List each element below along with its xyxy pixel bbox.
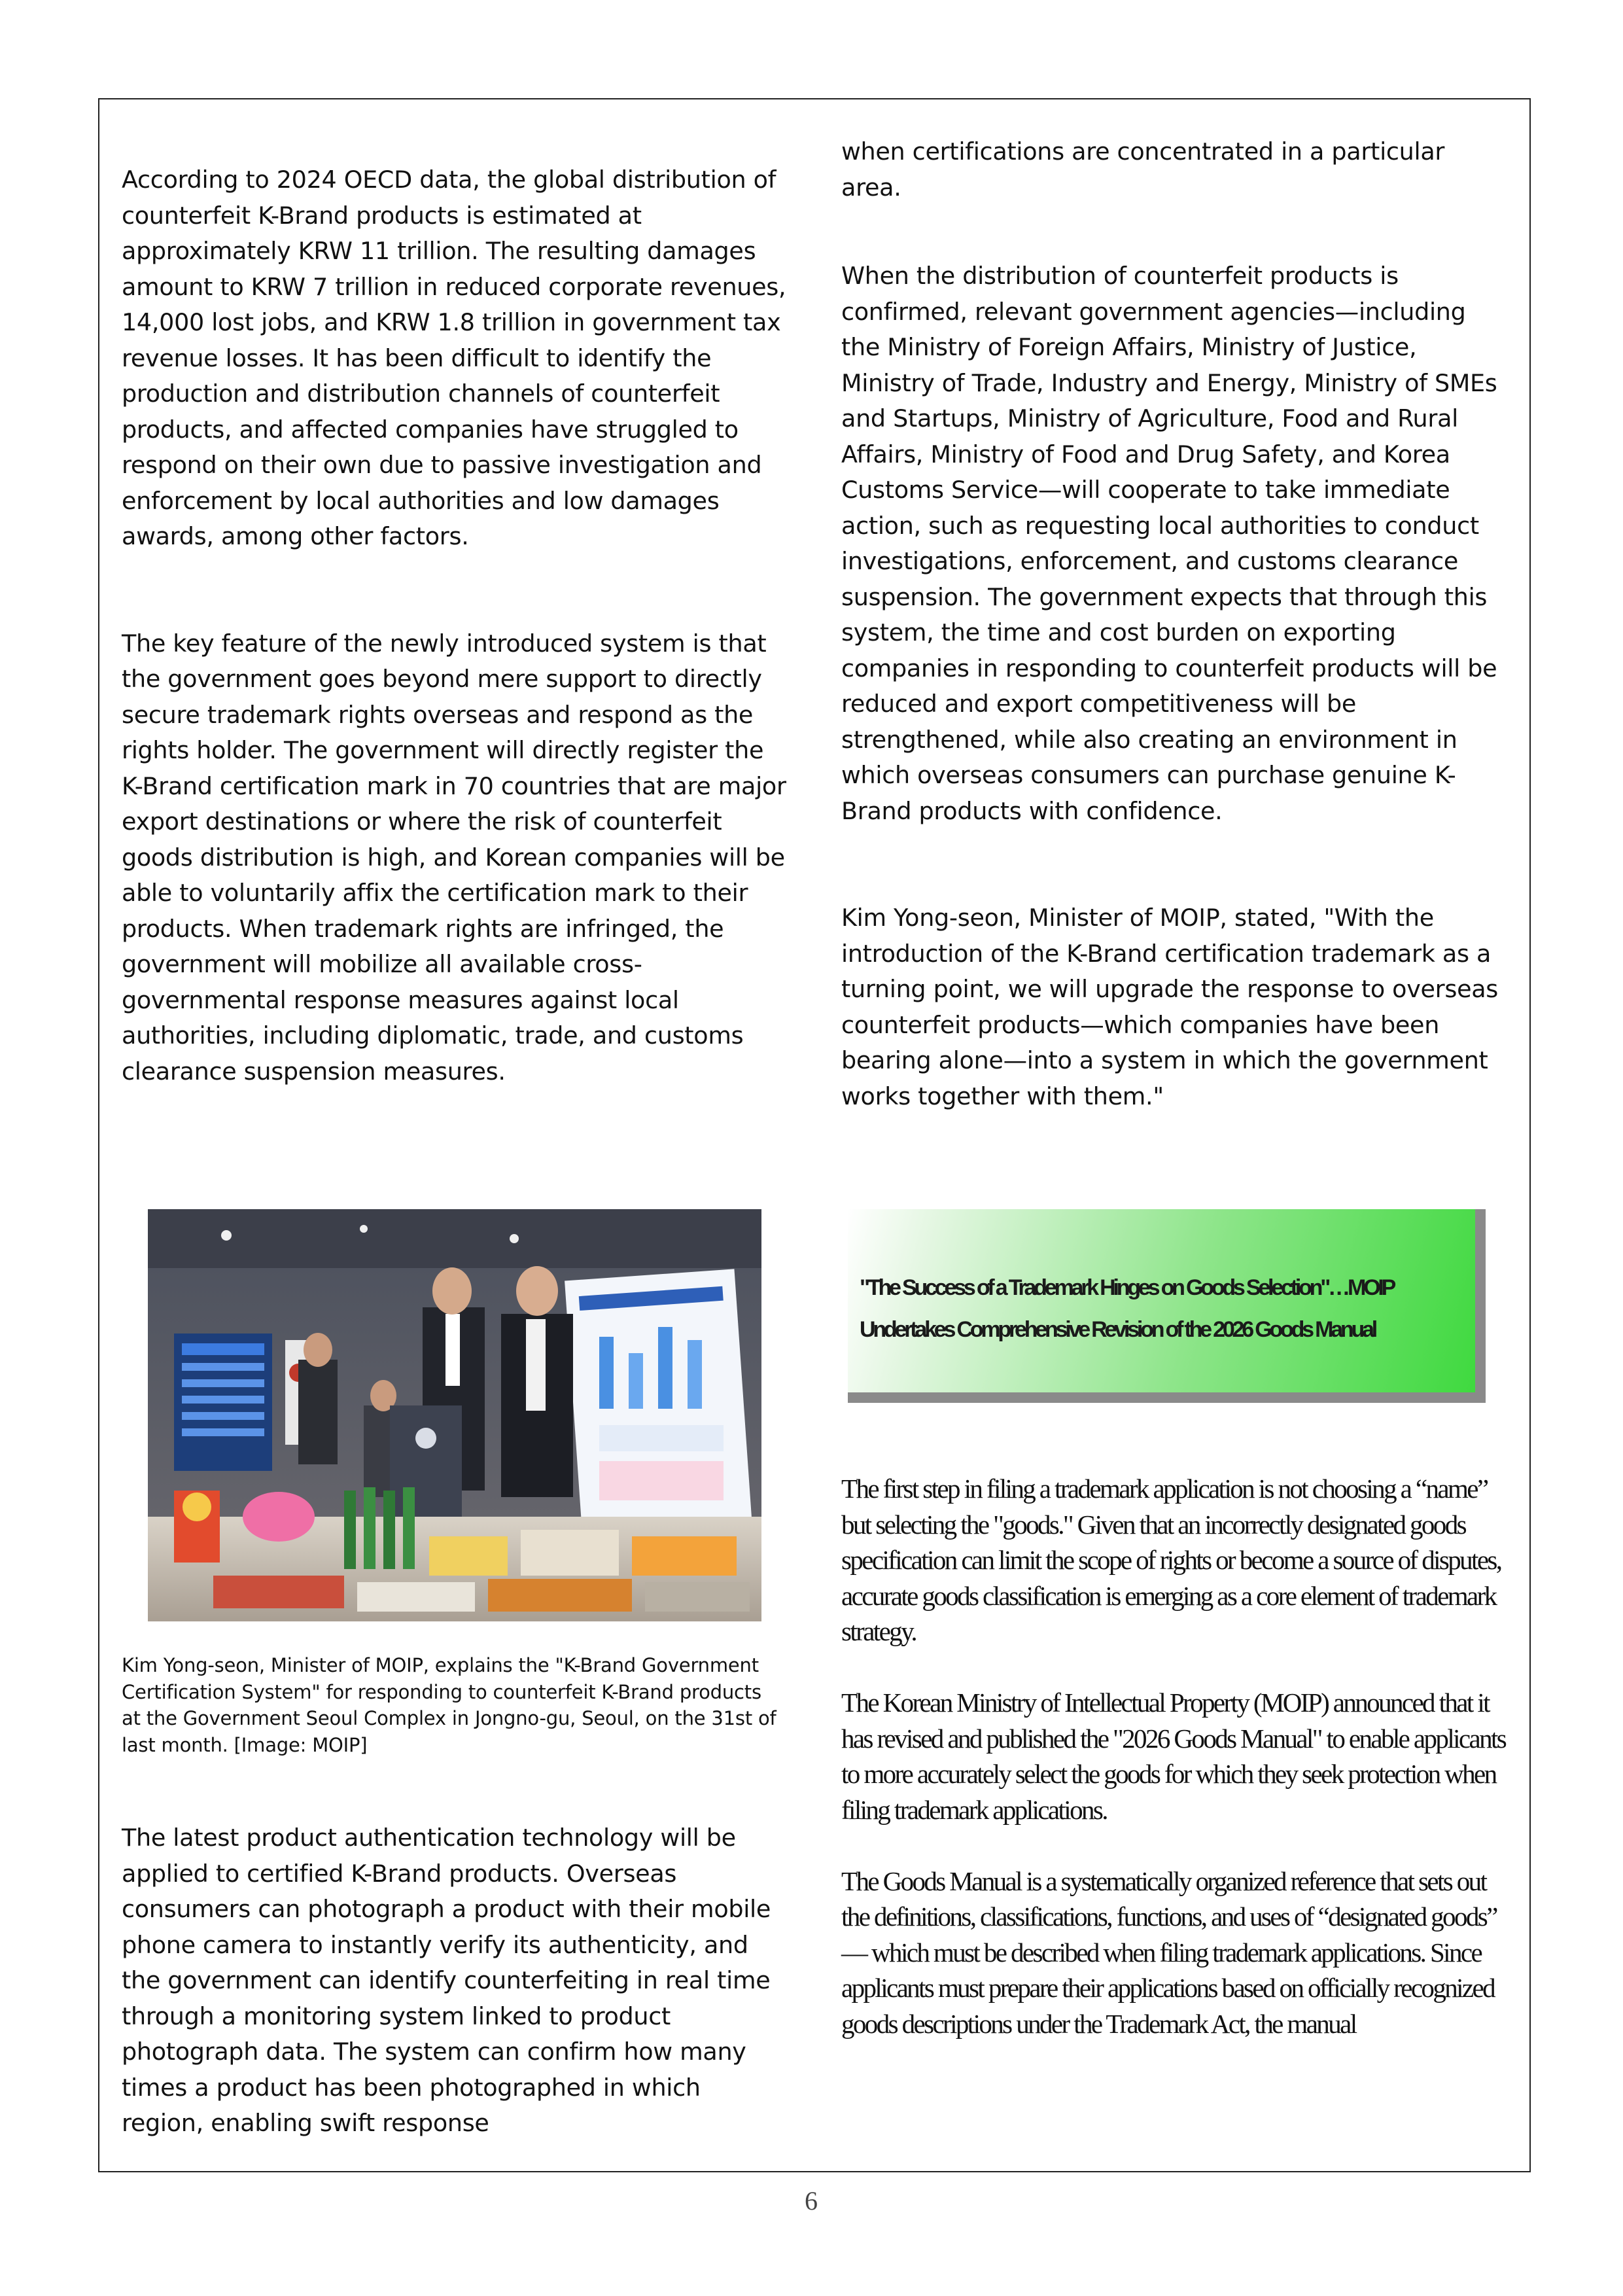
article-left-bottom bbox=[122, 1820, 789, 2142]
article-paragraph: The key feature of the newly introduced system is that the government goes beyond mere support to directly secure trademark rights overseas and respond as the rights holder. The government will directly register the K-Brand certification mark in 70 countries that are major export destinations or where the risk of counterfeit goods distribution is high, and Korean companies will be able to voluntarily affix the certification mark to their products. When trademark rights are infringed, the government will mobilize all available cross-governmental response measures against local authorities, including diplomatic, trade, and customs clearance suspension measures. bbox=[122, 629, 786, 1086]
next-article-paragraph: The Korean Ministry of Intellectual Property (MOIP) announced that it has revised and published the "2026 Goods Manual" to enable applicants to more accurately select the goods for which they seek protection when filing trademark applications. bbox=[841, 1687, 1506, 1825]
article-paragraph: when certifications are concentrated in a particular area. bbox=[841, 137, 1445, 202]
press-briefing-image bbox=[148, 1209, 761, 1621]
article-right-column bbox=[841, 134, 1509, 1114]
press-briefing-photo bbox=[148, 1209, 761, 1621]
article-paragraph: Kim Yong-seon, Minister of MOIP, stated, "With the introduction of the K-Brand certification trademark as a turning point, we will upgrade the response to overseas counterfeit products—which companies have been bearing alone—into a system in which the government works together with them." bbox=[841, 904, 1499, 1110]
article-paragraph: When the distribution of counterfeit products is confirmed, relevant government agencies—including the Ministry of Foreign Affairs, Ministry of Justice, Ministry of Trade, Industry and Energy, Ministry of SMEs and Startups, Ministry of Agriculture, Food and Rural Affairs, Ministry of Food and Drug Safety, and Korea Customs Service—will cooperate to take immediate action, such as requesting local authorities to conduct investigations, enforcement, and customs clearance suspension. The government expects that through this system, the time and cost burden on exporting companies in responding to counterfeit products will be reduced and export competitiveness will be strengthened, while also creating an environment in which overseas consumers can purchase genuine K-Brand products with confidence. bbox=[841, 262, 1497, 825]
photo-caption: Kim Yong-seon, Minister of MOIP, explains the "K-Brand Government Certification System" for responding to counterfeit K-Brand products at the Government Seoul Complex in Jongno-gu, Seoul, on the 31st of last month. [Image: MOIP] bbox=[122, 1654, 777, 1756]
next-article-paragraph: The Goods Manual is a systematically organized reference that sets out the definitions, classifications, functions, and uses of “designated goods” — which must be described when filing trademark applications. Since applicants must prepare their applications based on officially recognized goods descriptions under the Trademark Act, the manual bbox=[841, 1865, 1497, 2039]
article-paragraph: According to 2024 OECD data, the global distribution of counterfeit K-Brand products is estimated at approximately KRW 11 trillion. The resulting damages amount to KRW 7 trillion in reduced corporate revenues, 14,000 lost jobs, and KRW 1.8 trillion in government tax revenue losses. It has been difficult to identify the production and distribution channels of counterfeit products, and affected companies have struggled to respond on their own due to passive investigation and enforcement by local authorities and low damages awards, among other factors. bbox=[122, 166, 786, 550]
next-article-body bbox=[841, 1471, 1512, 2041]
next-article-paragraph: The first step in filing a trademark application is not choosing a “name” but selecting the "goods." Given that an incorrectly designated goods specification can limit the scope of rights or become a source of disputes, accurate goods classification is emerging as a core element of trademark strategy. bbox=[841, 1474, 1501, 1646]
next-article-headline-box bbox=[848, 1209, 1486, 1403]
page-number: 6 bbox=[805, 2186, 818, 2216]
article-left-column bbox=[122, 162, 789, 1089]
article-paragraph: The latest product authentication technology will be applied to certified K-Brand products. Overseas consumers can photograph a product with their mobile phone camera to instantly verify its authenticity, and the government can identify counterfeiting in real time through a monitoring system linked to product photograph data. The system can confirm how many times a product has been photographed in which region, enabling swift response bbox=[122, 1824, 771, 2137]
next-article-headline: "The Success of a Trademark Hinges on Goods Selection"…MOIP Undertakes Comprehensive Revision of the 2026 Goods Manual bbox=[860, 1275, 1393, 1342]
